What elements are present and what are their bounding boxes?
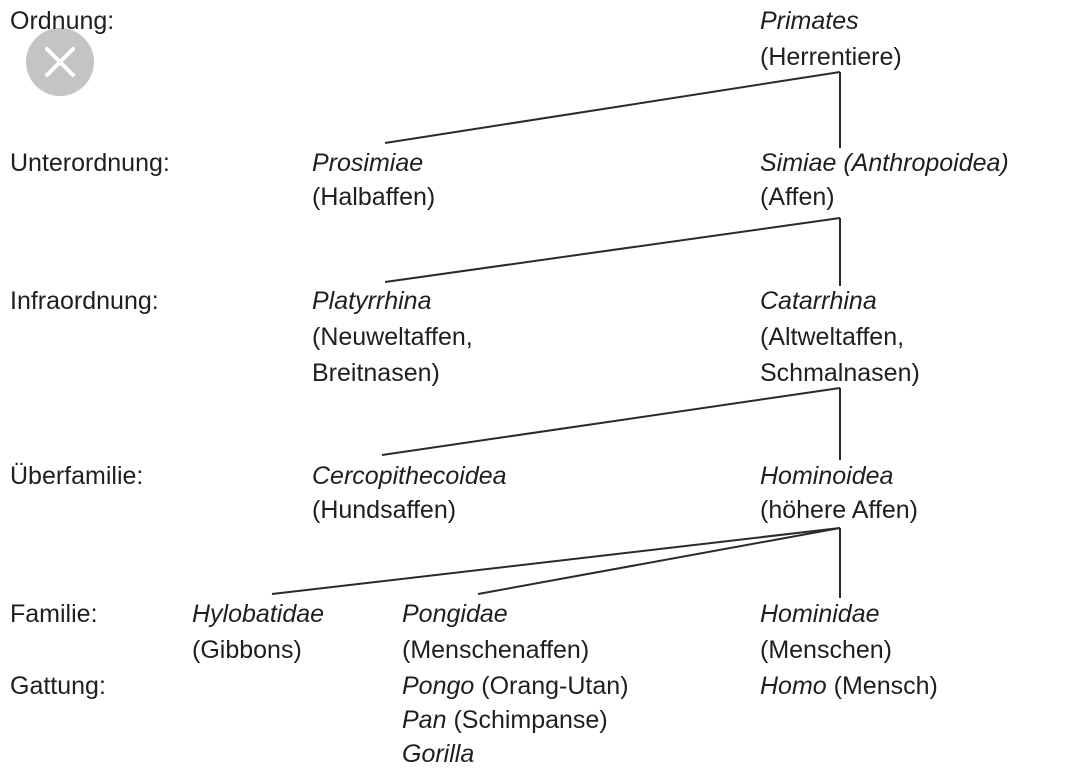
genus-gorilla-latin: Gorilla	[402, 740, 475, 768]
genus-homo-common: (Mensch)	[833, 672, 938, 700]
taxon-hominoidea-latin: Hominoidea	[760, 462, 894, 490]
taxon-catarrhina-common-line2: Schmalnasen)	[760, 359, 920, 387]
genus-pan-latin: Pan	[402, 706, 447, 734]
taxon-platyrrhina-common-line1: (Neuweltaffen,	[312, 323, 473, 351]
taxon-cercopithecoidea-common: (Hundsaffen)	[312, 496, 457, 524]
rank-label-ordnung: Ordnung:	[10, 7, 115, 35]
close-button[interactable]	[26, 28, 94, 96]
taxon-hylobatidae-latin: Hylobatidae	[192, 600, 325, 628]
taxon-platyrrhina-latin: Platyrrhina	[312, 287, 432, 315]
taxon-prosimiae-latin: Prosimiae	[312, 149, 424, 177]
taxon-primates-common: (Herrentiere)	[760, 43, 902, 71]
taxon-primates-latin: Primates	[760, 7, 859, 35]
connector-catarrhina-cercopithecoidea	[382, 388, 840, 455]
rank-label-gattung: Gattung:	[10, 672, 106, 700]
rank-label-unterordnung: Unterordnung:	[10, 149, 170, 177]
taxon-platyrrhina-common-line2: Breitnasen)	[312, 359, 440, 387]
genus-pongo-common: (Orang-Utan)	[481, 672, 629, 700]
genus-pongo	[402, 669, 629, 703]
taxon-hominidae-latin: Hominidae	[760, 600, 880, 628]
genus-pan-common: (Schimpanse)	[453, 706, 608, 734]
taxon-hylobatidae-common: (Gibbons)	[192, 636, 302, 664]
taxon-cercopithecoidea-latin: Cercopithecoidea	[312, 462, 507, 490]
taxon-prosimiae-common: (Halbaffen)	[312, 183, 436, 211]
genus-pan	[402, 703, 608, 737]
connector-hominoidea-hylobatidae	[272, 528, 840, 594]
close-icon	[43, 45, 77, 79]
connector-simiae-platyrrhina	[385, 218, 840, 282]
rank-label-familie: Familie:	[10, 600, 98, 628]
taxon-pongidae-latin: Pongidae	[402, 600, 508, 628]
taxon-hominoidea-common: (höhere Affen)	[760, 496, 918, 524]
taxon-catarrhina-latin: Catarrhina	[760, 287, 877, 315]
genus-homo	[760, 669, 938, 703]
taxon-pongidae-common: (Menschenaffen)	[402, 636, 590, 664]
rank-label-infraordnung: Infraordnung:	[10, 287, 159, 315]
taxon-simiae-latin: Simiae (Anthropoidea)	[760, 149, 1009, 177]
taxon-simiae-common: (Affen)	[760, 183, 835, 211]
connector-hominoidea-pongidae	[478, 528, 840, 594]
rank-label-ueberfamilie: Überfamilie:	[10, 462, 144, 490]
genus-homo-latin: Homo	[760, 672, 827, 700]
taxon-catarrhina-common-line1: (Altweltaffen,	[760, 323, 905, 351]
connector-primates-prosimiae	[385, 72, 840, 143]
taxon-hominidae-common: (Menschen)	[760, 636, 892, 664]
genus-pongo-latin: Pongo	[402, 672, 475, 700]
